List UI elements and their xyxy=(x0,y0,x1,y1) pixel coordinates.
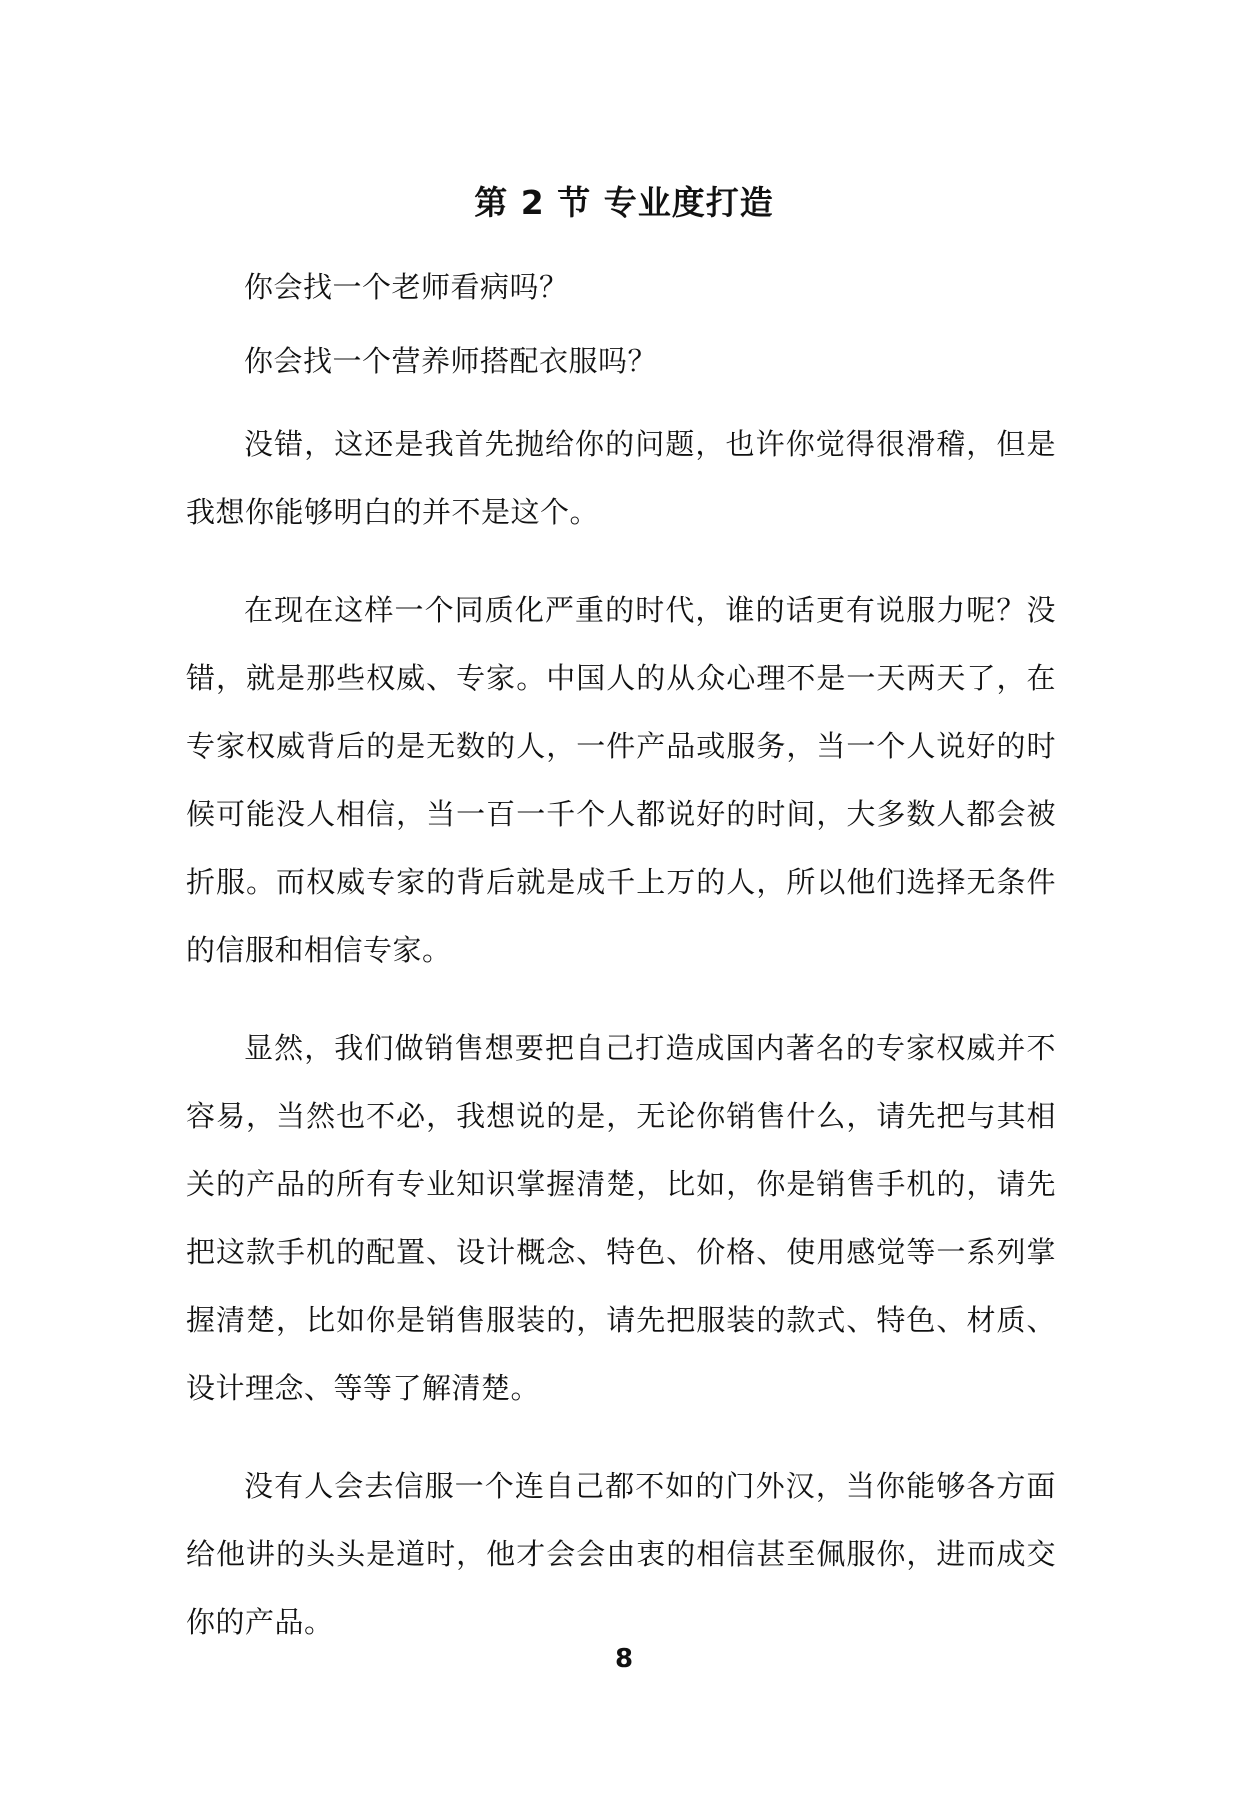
paragraph-3: 没错，这还是我首先抛给你的问题，也许你觉得很滑稽，但是我想你能够明白的并不是这个。 xyxy=(186,427,1056,529)
paragraph-6: 没有人会去信服一个连自己都不如的门外汉，当你能够各方面给他讲的头头是道时，他才会会由衷的相信甚至佩服你，进而成交你的产品。 xyxy=(186,1469,1056,1639)
document-body xyxy=(186,262,1056,1686)
paragraph-2: 你会找一个营养师搭配衣服吗？ xyxy=(244,344,658,378)
paragraph-1: 你会找一个老师看病吗？ xyxy=(244,270,569,304)
page-number: 8 xyxy=(614,1644,634,1674)
paragraph-5: 显然，我们做销售想要把自己打造成国内著名的专家权威并不容易，当然也不必，我想说的是，无论你销售什么，请先把与其相关的产品的所有专业知识掌握清楚，比如，你是销售手机的，请先把这款手机的配置、设计概念、特色、价格、使用感觉等一系列掌握清楚，比如你是销售服装的，请先把服装的款式、特色、材质、设计理念、等等了解清楚。 xyxy=(186,1031,1056,1405)
paragraph-4: 在现在这样一个同质化严重的时代，谁的话更有说服力呢？没错，就是那些权威、专家。中国人的从众心理不是一天两天了，在专家权威背后的是无数的人，一件产品或服务，当一个人说好的时候可能没人相信，当一百一千个人都说好的时间，大多数人都会被折服。而权威专家的背后就是成千上万的人，所以他们选择无条件的信服和相信专家。 xyxy=(186,593,1056,967)
section-title: 第 2 节 专业度打造 xyxy=(474,183,774,222)
